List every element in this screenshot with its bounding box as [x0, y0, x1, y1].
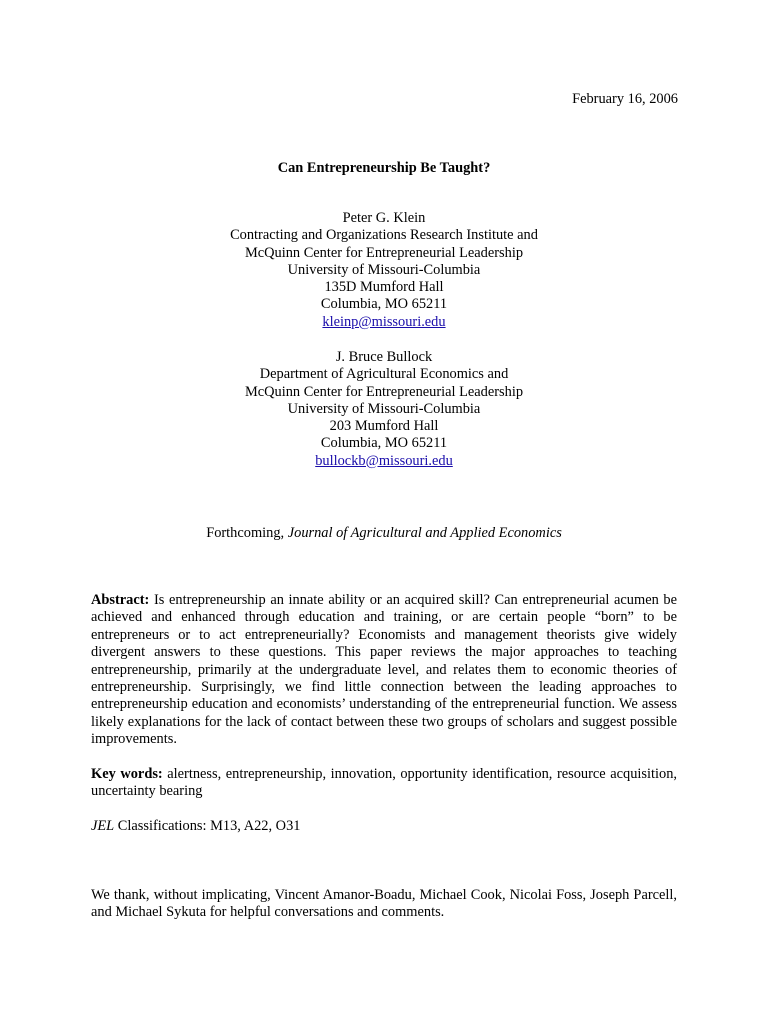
address-line: 203 Mumford Hall [329, 418, 439, 435]
author-name: Peter G. Klein [342, 210, 426, 226]
jel-classifications [91, 818, 677, 835]
author-email-link[interactable]: kleinp@missouri.edu [322, 313, 446, 330]
abstract-text: Is entrepreneurship an innate ability or an acquired skill? Can entrepreneurial acumen be achieved and enhanced through education and training, or are certain people “born” to be entrepreneurs or to act entrepreneurially? Economists and management theorists give widely divergent answers to these questions. This paper reviews the major approaches to teaching entrepreneurship, primarily at the undergraduate level, and relates them to economic theories of entrepreneurship. Surprisingly, we find little connection between the leading approaches to entrepreneurship education and economists’ understanding of the entrepreneurial function. We assess likely explanations for the lack of contact between these two groups of scholars and suggest possible improvements. [91, 592, 677, 748]
publication-note [0, 524, 768, 542]
keywords-paragraph [91, 766, 677, 801]
affiliation-line: McQuinn Center for Entrepreneurial Leadership [244, 244, 524, 261]
author-email-link[interactable]: bullockb@missouri.edu [315, 452, 453, 469]
jel-text: Classifications: M13, A22, O31 [114, 818, 301, 834]
affiliation-line: University of Missouri-Columbia [287, 400, 481, 417]
address-line: Columbia, MO 65211 [320, 435, 448, 452]
author-block-klein [0, 210, 768, 331]
keywords-label: Key words: [91, 766, 163, 782]
paper-title: Can Entrepreneurship Be Taught? [277, 160, 491, 176]
jel-label: JEL [91, 818, 115, 834]
keywords-text: alertness, entrepreneurship, innovation, opportunity identification, resource acquisition, uncertainty bearing [91, 766, 678, 800]
author-name: J. Bruce Bullock [335, 349, 433, 365]
affiliation-line: Contracting and Organizations Research Institute and [230, 227, 538, 244]
abstract-paragraph [91, 592, 677, 749]
affiliation-line: Department of Agricultural Economics and [259, 366, 509, 383]
publication-prefix: Forthcoming, [206, 525, 288, 541]
affiliation-line: McQuinn Center for Entrepreneurial Leadership [244, 383, 524, 400]
affiliation-line: University of Missouri-Columbia [287, 261, 481, 278]
address-line: Columbia, MO 65211 [320, 296, 448, 313]
journal-name: Journal of Agricultural and Applied Economics [287, 525, 562, 541]
paper-date: February 16, 2006 [572, 91, 678, 107]
author-block-bullock [0, 349, 768, 470]
abstract-label: Abstract: [91, 592, 150, 608]
address-line: 135D Mumford Hall [324, 279, 444, 296]
acknowledgment-paragraph: We thank, without implicating, Vincent Amanor-Boadu, Michael Cook, Nicolai Foss, Joseph Parcell, and Michael Sykuta for helpful conversations and comments. [91, 887, 677, 921]
